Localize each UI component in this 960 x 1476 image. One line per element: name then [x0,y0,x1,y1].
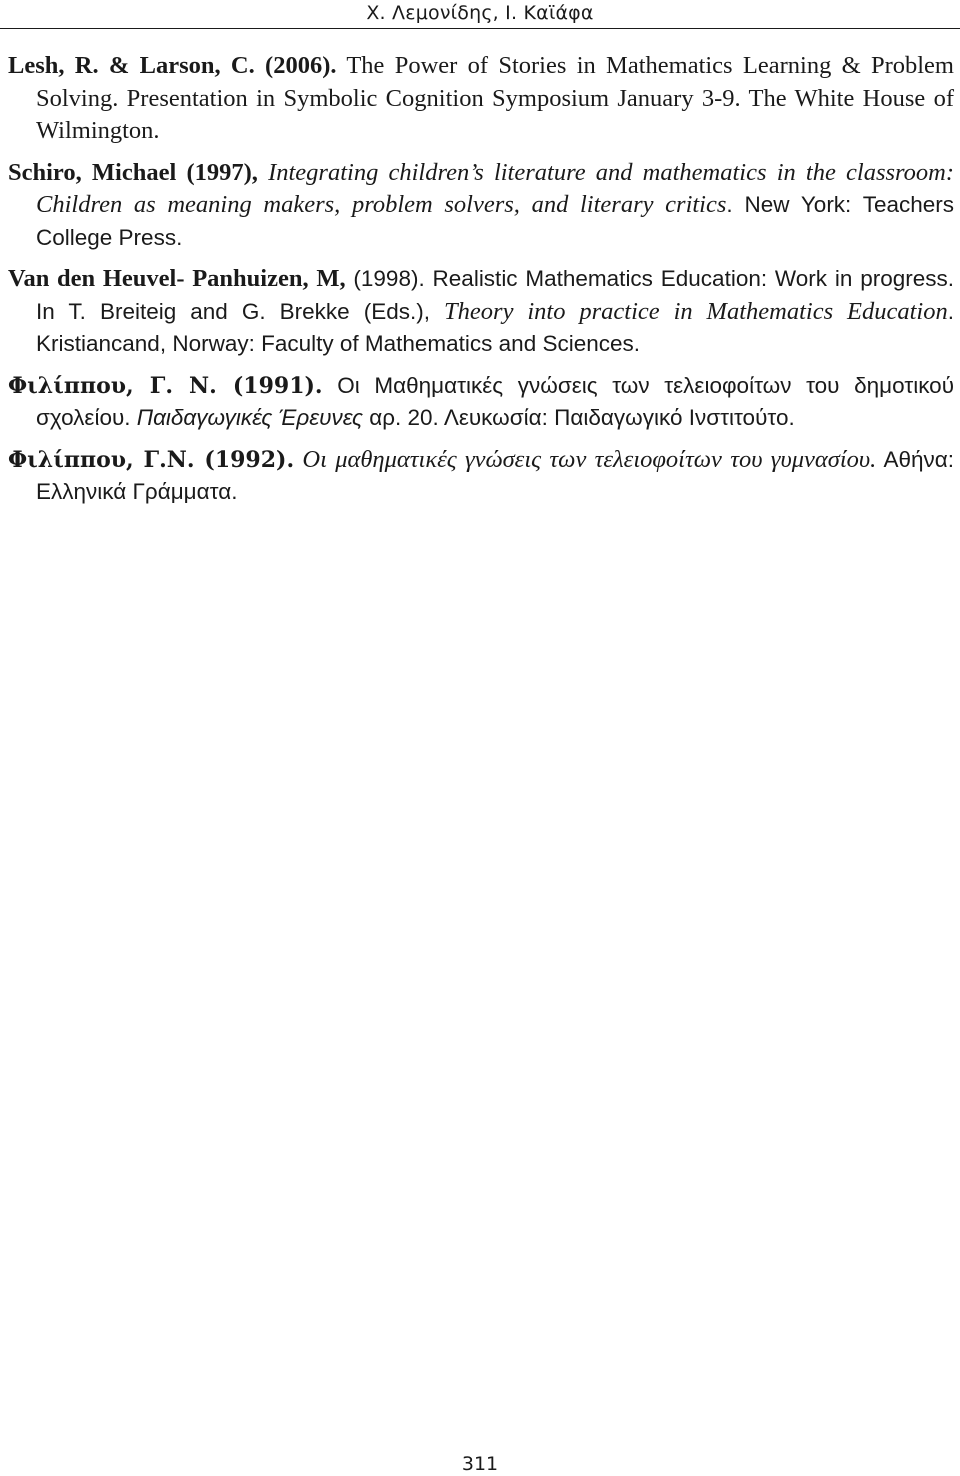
reference-item [8,157,954,255]
reference-list [8,50,954,518]
reference-item [8,50,954,148]
reference-author: Φιλίππου, Γ.Ν. (1992). [8,446,295,473]
reference-author: Lesh, R. & Larson, C. (2006). [8,52,337,79]
reference-item [8,444,954,509]
reference-author: Van den Heuvel- Panhuizen, M, [8,265,346,292]
running-title: Χ. Λεμονίδης, Ι. Καϊάφα [366,2,594,24]
reference-item [8,263,954,361]
reference-text: . New York: Teachers College Press. [36,192,954,250]
reference-author: Schiro, Michael (1997), [8,158,258,186]
reference-text: . Kristiancand, Norway: Faculty of Mathematics and Sciences. [36,298,954,356]
running-header [0,0,960,29]
page-number: 311 [461,1453,499,1475]
reference-text: αρ. 20. Λευκωσία: Παιδαγωγικό Ινστιτούτο. [362,405,795,430]
reference-title: Παιδαγωγικές Έρευνες [136,405,363,430]
reference-text: Αθήνα: Ελληνικά Γράμματα. [36,446,954,504]
reference-text: The Power of Stories in Mathematics Learning & Problem Solving. Presentation in Symbolic Cognition Symposium January 3-9. The White House of Wilmington. [36,52,954,144]
reference-title: Integrating children’s literature and mathematics in the classroom: Children as meaning makers, problem solvers, and literary critics [36,158,955,218]
reference-text: (1998). Realistic Mathematics Education: Work in progress. In T. Breiteig and G. Brekke (Eds.), [36,266,954,324]
reference-title: Οι μαθηματικές γνώσεις των τελειοφοίτων του γυμνασίου. [294,445,877,473]
reference-author: Φιλίππου, Γ. Ν. (1991). [8,372,323,399]
reference-title: Theory into practice in Mathematics Education [444,297,948,325]
reference-text: Οι Μαθηματικές γνώσεις των τελειοφοίτων του δημοτικού σχολείου. [36,372,955,430]
reference-item [8,370,954,435]
